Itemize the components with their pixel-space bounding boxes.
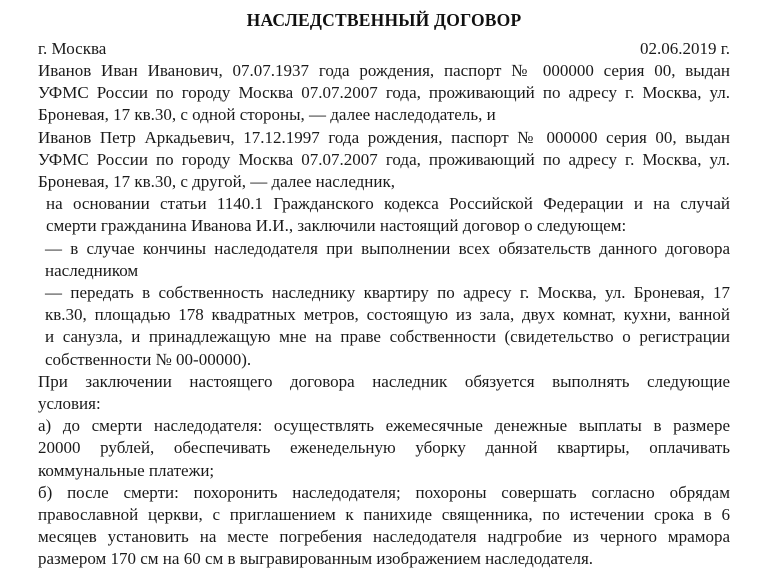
text-line: Иванов Петр Аркадьевич, 17.12.1997 года рождения, паспорт № 000000 серия 00, выдан	[38, 127, 730, 147]
paragraph-condition-a	[38, 415, 730, 482]
text-line: размером 170 см на 60 см в выгравированным изображением наследодателя.	[38, 549, 594, 569]
document-body	[38, 60, 730, 571]
text-line: православной церкви, с приглашением к панихиде священника, по истечении срока в 6	[38, 505, 730, 525]
text-line: б) после смерти: похоронить наследодателя; похороны совершать согласно обрядам	[38, 482, 730, 502]
text-line: условия:	[38, 394, 101, 414]
paragraph-conditions-intro	[38, 371, 730, 415]
text-line: 20000 рублей, обеспечивать еженедельную уборку данной квартиры, оплачивать	[38, 438, 730, 458]
text-line: УФМС России по городу Москва 07.07.2007 года, проживающий по адресу г. Москва, ул.	[38, 83, 730, 103]
paragraph-heir	[38, 127, 730, 194]
text-line: на основании статьи 1140.1 Гражданского кодекса Российской Федерации и на случай	[46, 194, 730, 214]
text-line: и санузла, и принадлежащую мне на праве собственности (свидетельство о регистрации	[45, 327, 730, 347]
text-line: УФМС России по городу Москва 07.07.2007 года, проживающий по адресу г. Москва, ул.	[38, 149, 730, 169]
text-line: Броневая, 17 кв.30, с одной стороны, — далее наследодатель, и	[38, 105, 496, 125]
document-title: НАСЛЕДСТВЕННЫЙ ДОГОВОР	[246, 10, 522, 30]
paragraph-clause-property	[38, 282, 730, 371]
text-line: При заключении настоящего договора наследник обязуется выполнять следующие	[38, 371, 730, 391]
text-line: а) до смерти наследодателя: осуществлять ежемесячные денежные выплаты в размере	[38, 416, 730, 436]
text-line: — передать в собственность наследнику квартиру по адресу г. Москва, ул. Броневая, 17	[45, 283, 730, 303]
paragraph-condition-b	[38, 482, 730, 571]
text-line: наследником	[45, 260, 139, 280]
document-city: г. Москва	[38, 39, 107, 58]
text-line: месяцев установить на месте погребения наследодателя надгробие из черного мрамора	[38, 527, 730, 547]
text-line: коммунальные платежи;	[38, 460, 215, 480]
text-line: — в случае кончины наследодателя при выполнении всех обязательств данного договора	[45, 238, 730, 258]
paragraph-clause-death	[38, 238, 730, 282]
paragraph-legal-basis	[38, 193, 730, 237]
text-line: собственности № 00-00000).	[45, 349, 252, 369]
text-line: кв.30, площадью 178 квадратных метров, состоящую из зала, двух комнат, кухни, ванной	[45, 305, 730, 325]
text-line: Броневая, 17 кв.30, с другой, — далее наследник,	[38, 172, 395, 192]
document-date: 02.06.2019 г.	[639, 39, 730, 58]
text-line: Иванов Иван Иванович, 07.07.1937 года рождения, паспорт № 000000 серия 00, выдан	[38, 61, 730, 80]
text-line: смерти гражданина Иванова И.И., заключили настоящий договор о следующем:	[46, 216, 627, 236]
paragraph-testator	[38, 60, 730, 127]
document-meta-row	[38, 38, 730, 60]
